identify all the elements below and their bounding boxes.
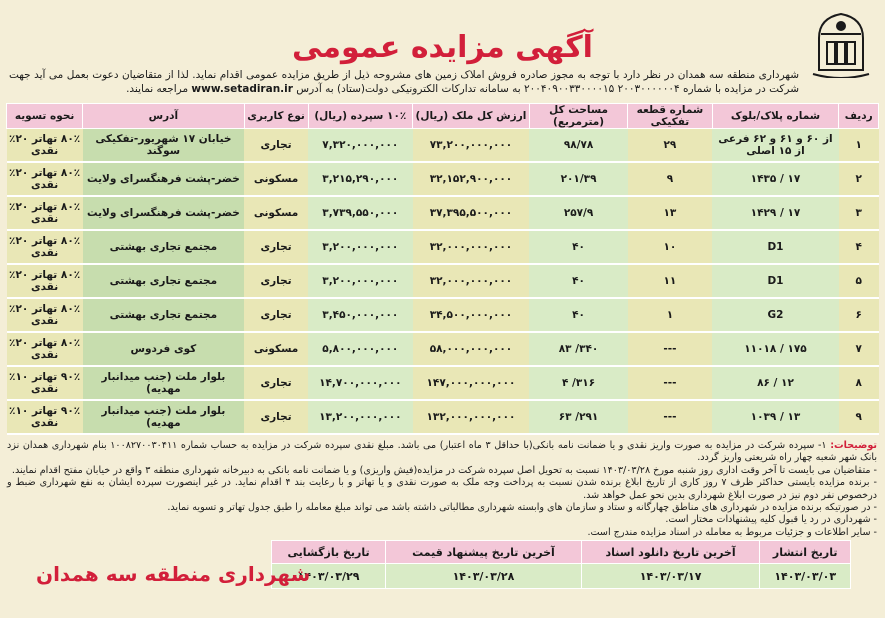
value-cell: ۵۸,۰۰۰,۰۰۰,۰۰۰ [413,332,530,366]
table-row [7,129,879,163]
date-header-publish: تاریخ انتشار [760,541,851,564]
col-header-row-number: ردیف [839,104,879,129]
area-cell: ۹۸/۷۸ [529,129,627,163]
address-cell: خضر-پشت فرهنگسرای ولایت [83,196,244,230]
properties-table [6,103,879,435]
intro-paragraph [9,68,799,96]
note-item: - برنده مزایده بایستی حداکثر ظرف ۷ روز کاری از تاریخ ابلاغ برنده شدن نسبت به پرداخت وجه ملک به صورت نقدی و یا تهاتر و با رعایت بند ۴ اقدام نماید. در غیر اینصورت سپرده ایشان به نفع شهرداری ضبط و درخصوص نفر دوم نیز در صورت ابلاغ شهرداری بدین نحو عمل خواهد شد. [7,477,877,501]
usage-cell: تجاری [244,298,308,332]
row-number: ۸ [839,366,879,400]
payment-cell: ۸۰٪ تهاتر ۲۰٪ نقدی [7,129,83,163]
address-cell: کوی فردوس [83,332,244,366]
parcel-cell: ۱۱ [628,264,712,298]
address-cell: مجتمع تجاری بهشتی [83,298,244,332]
deposit-cell: ۱۴,۷۰۰,۰۰۰,۰۰۰ [308,366,413,400]
deposit-cell: ۳,۷۳۹,۵۵۰,۰۰۰ [308,196,413,230]
note-item: - شهرداری در رد یا قبول کلیه پیشنهادات مختار است. [665,514,877,526]
deposit-cell: ۷,۳۲۰,۰۰۰,۰۰۰ [308,129,413,163]
row-number: ۶ [839,298,879,332]
table-row [7,196,879,230]
value-cell: ۳۲,۰۰۰,۰۰۰,۰۰۰ [413,264,530,298]
intro-text-end: مراجعه نمایند. [126,83,189,95]
payment-cell: ۸۰٪ تهاتر ۲۰٪ نقدی [7,264,83,298]
area-cell: ۳۴۰/ ۸۳ [529,332,627,366]
plak-cell: ۱۷ / ۱۴۲۹ [712,196,839,230]
col-header-usage: نوع کاربری [244,104,308,129]
payment-cell: ۸۰٪ تهاتر ۲۰٪ نقدی [7,298,83,332]
value-cell: ۳۴,۵۰۰,۰۰۰,۰۰۰ [413,298,530,332]
col-header-area: مساحت کل (مترمربع) [529,104,627,129]
table-row [7,162,879,196]
col-header-address: آدرس [83,104,244,129]
date-opening: ۱۴۰۳/۰۳/۲۹ [272,564,386,589]
note-item: - متقاضیان می بایست تا آخر وقت اداری روز شنبه مورخ ۱۴۰۳/۰۳/۲۸ نسبت به تحویل اصل سپرده شرکت در مزایده(فیش واریزی) و یا ضمانت نامه بانکی به دبیرخانه شهرداری منطقه ۳ واقع در خیابان مفتح اقدام نمایند. [11,464,877,476]
value-cell: ۳۲,۱۵۲,۹۰۰,۰۰۰ [413,162,530,196]
table-row [7,264,879,298]
col-header-payment: نحوه تسویه [7,104,83,129]
plak-cell: از ۶۰ و ۶۱ و ۶۲ فرعی از ۱۵ اصلی [712,129,839,163]
date-bid: ۱۴۰۳/۰۳/۲۸ [386,564,582,589]
notes-label: توضیحات: [830,440,877,451]
value-cell: ۱۴۷,۰۰۰,۰۰۰,۰۰۰ [413,366,530,400]
area-cell: ۴۰ [529,230,627,264]
col-header-value: ارزش کل ملک (ریال) [413,104,530,129]
row-number: ۷ [839,332,879,366]
date-publish: ۱۴۰۳/۰۳/۰۳ [760,564,851,589]
deposit-cell: ۳,۴۵۰,۰۰۰,۰۰۰ [308,298,413,332]
usage-cell: تجاری [244,400,308,434]
usage-cell: مسکونی [244,196,308,230]
table-row [7,366,879,400]
plak-cell: ۱۷ / ۱۴۳۵ [712,162,839,196]
signature: شهرداری منطقه سه همدان [36,562,311,586]
parcel-cell: --- [628,332,712,366]
table-row [7,230,879,264]
parcel-cell: ۱۰ [628,230,712,264]
address-cell: خضر-پشت فرهنگسرای ولایت [83,162,244,196]
row-number: ۳ [839,196,879,230]
notice-title: آگهی مزایده عمومی [292,30,593,65]
usage-cell: مسکونی [244,162,308,196]
area-cell: ۲۰۱/۳۹ [529,162,627,196]
area-cell: ۴۰ [529,264,627,298]
plak-cell: ۱۳ / ۱۰۳۹ [712,400,839,434]
col-header-parcel: شماره قطعه تفکیکی [628,104,712,129]
date-header-bid: آخرین تاریخ پیشنهاد قیمت [386,541,582,564]
table-header-row [7,104,879,129]
date-download: ۱۴۰۳/۰۳/۱۷ [581,564,760,589]
date-header-opening: تاریخ بازگشایی [272,541,386,564]
col-header-deposit: ۱۰٪ سپرده (ریال) [308,104,413,129]
note-item: - سایر اطلاعات و جزئیات مربوط به معامله در اسناد مزایده مندرج است. [587,526,877,538]
address-cell: بلوار ملت (جنب میدانبار مهدیه) [83,400,244,434]
value-cell: ۷۳,۲۰۰,۰۰۰,۰۰۰ [413,129,530,163]
deposit-cell: ۱۳,۲۰۰,۰۰۰,۰۰۰ [308,400,413,434]
row-number: ۹ [839,400,879,434]
payment-cell: ۸۰٪ تهاتر ۲۰٪ نقدی [7,230,83,264]
payment-cell: ۹۰٪ تهاتر ۱۰٪ نقدی [7,366,83,400]
deposit-cell: ۵,۸۰۰,۰۰۰,۰۰۰ [308,332,413,366]
table-row [7,298,879,332]
deposit-cell: ۳,۲۰۰,۰۰۰,۰۰۰ [308,264,413,298]
parcel-cell: ۱ [628,298,712,332]
area-cell: ۲۵۷/۹ [529,196,627,230]
address-cell: خیابان ۱۷ شهریور-تفکیکی سوگند [83,129,244,163]
notes-section [7,440,877,539]
value-cell: ۳۷,۳۹۵,۵۰۰,۰۰۰ [413,196,530,230]
parcel-cell: --- [628,400,712,434]
parcel-cell: ۹ [628,162,712,196]
plak-cell: ۱۷۵ / ۱۱۰۱۸ [712,332,839,366]
value-cell: ۱۳۲,۰۰۰,۰۰۰,۰۰۰ [413,400,530,434]
table-row [7,332,879,366]
payment-cell: ۸۰٪ تهاتر ۲۰٪ نقدی [7,196,83,230]
date-header-download: آخرین تاریخ دانلود اسناد [581,541,760,564]
parcel-cell: --- [628,366,712,400]
parcel-cell: ۱۳ [628,196,712,230]
usage-cell: مسکونی [244,332,308,366]
address-cell: مجتمع تجاری بهشتی [83,230,244,264]
row-number: ۵ [839,264,879,298]
setad-link[interactable]: www.setadiran.ir [191,83,293,95]
deposit-cell: ۳,۲۱۵,۲۹۰,۰۰۰ [308,162,413,196]
parcel-cell: ۲۹ [628,129,712,163]
area-cell: ۲۹۱/ ۶۳ [529,400,627,434]
intro-text: شهرداری منطقه سه همدان در نظر دارد با توجه به مجوز صادره فروش املاک زمین های مشروحه ذیل از طریق مزایده عمومی اقدام نماید. لذا از متقاضیان دعوت بعمل می آید جهت شرکت در مزایده با شماره ۲۰۰۳۰۰۰۰۰۰۴ ۲۰۰۴۰۹۰۰۳۳۰۰۰۰۱۵ به سامانه تدارکات الکترونیکی دولت(ستاد) به آدرس [9,69,799,95]
payment-cell: ۸۰٪ تهاتر ۲۰٪ نقدی [7,162,83,196]
note-item: - در صورتیکه برنده مزایده در شهرداری های مناطق چهارگانه و ستاد و سازمان های وابسته شهرداری مطالباتی داشته باشد می تواند مبلغ معامله را طبق جدول تهاتر و تسویه نماید. [167,502,877,514]
dates-table [271,540,851,589]
usage-cell: تجاری [244,129,308,163]
usage-cell: تجاری [244,230,308,264]
plak-cell: D1 [712,264,839,298]
payment-cell: ۹۰٪ تهاتر ۱۰٪ نقدی [7,400,83,434]
note-item: ۱- سپرده شرکت در مزایده به صورت واریز نقدی و یا ضمانت نامه بانکی(با حداقل ۳ ماه اعتبار) می باشد. مبلغ نقدی سپرده شرکت در مزایده به حساب شماره ۱۰۰۸۲۷۰۰۳۰۴۱۱ بنام شهرداری همدان نزد بانک شهر شعبه چهار راه شریعتی واریز گردد. [7,440,877,464]
value-cell: ۳۲,۰۰۰,۰۰۰,۰۰۰ [413,230,530,264]
plak-cell: D1 [712,230,839,264]
row-number: ۴ [839,230,879,264]
row-number: ۲ [839,162,879,196]
area-cell: ۴۰ [529,298,627,332]
usage-cell: تجاری [244,264,308,298]
payment-cell: ۸۰٪ تهاتر ۲۰٪ نقدی [7,332,83,366]
table-row [7,400,879,434]
col-header-plak: شماره پلاک/بلوک [712,104,839,129]
plak-cell: ۱۲ / ۸۶ [712,366,839,400]
row-number: ۱ [839,129,879,163]
plak-cell: G2 [712,298,839,332]
deposit-cell: ۳,۲۰۰,۰۰۰,۰۰۰ [308,230,413,264]
area-cell: ۳۱۶/ ۴ [529,366,627,400]
usage-cell: تجاری [244,366,308,400]
address-cell: مجتمع تجاری بهشتی [83,264,244,298]
address-cell: بلوار ملت (جنب میدانبار مهدیه) [83,366,244,400]
